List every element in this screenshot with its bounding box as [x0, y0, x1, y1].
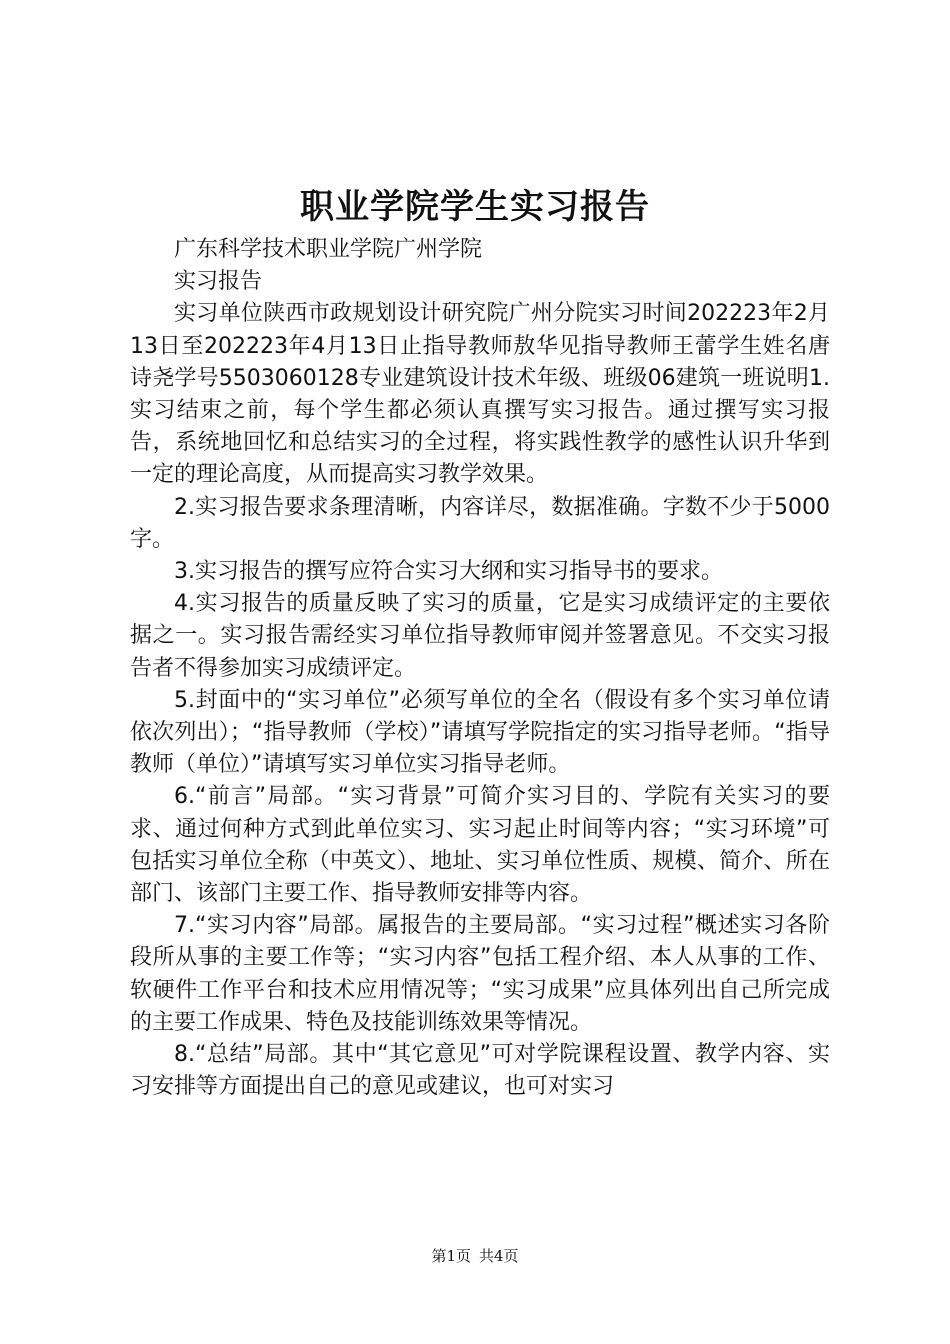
paragraph-6: 6.“前言”局部。“实习背景”可简介实习目的、学院有关实习的要求、通过何种方式到此单位实习、实习起止时间等内容；“实习环境”可包括实习单位全称（中英文）、地址、实习单位性质、规模、简介、所在部门、该部门主要工作、指导教师安排等内容。: [130, 784, 830, 907]
paragraph-8: 8.“总结”局部。其中“其它意见”可对学院课程设置、教学内容、实习安排等方面提出自己的意见或建议，也可对实习: [130, 1042, 830, 1100]
paragraph-4: 4.实习报告的质量反映了实习的质量，它是实习成绩评定的主要依据之一。实习报告需经实习单位指导教师审阅并签署意见。不交实习报告者不得参加实习成绩评定。: [130, 591, 830, 681]
paragraph-5: 5.封面中的“实习单位”必须写单位的全名（假设有多个实习单位请依次列出）；“指导教师（学校）”请填写学院指定的实习指导老师。“指导教师（单位）”请填写实习单位实习指导老师。: [130, 687, 830, 778]
paragraph-3: 3.实习报告的撰写应符合实习大纲和实习指导书的要求。: [174, 559, 723, 585]
paragraph-2: 2.实习报告要求条理清晰，内容详尽，数据准确。字数不少于5000字。: [130, 494, 830, 552]
school-line: 广东科学技术职业学院广州学院: [174, 237, 483, 262]
page-number: 第1页: [431, 1247, 471, 1265]
page-footer: [0, 1246, 950, 1266]
report-subtitle: 实习报告: [174, 269, 263, 295]
paragraph-info: 实习单位陕西市政规划设计研究院广州分院实习时间202223年2月13日至202223年4月13日止指导教师敖华见指导教师王蕾学生姓名唐诗尧学号5503060128专业建筑设计技术年级、班级06建筑一班说明1.实习结束之前，每个学生都必须认真撰写实习报告。通过撰写实习报告，系统地回忆和总结实习的全过程，将实践性教学的感性认识升华到一定的理论高度，从而提高实习教学效果。: [130, 301, 830, 488]
document-title: 职业学院学生实习报告: [300, 187, 650, 227]
page-total: 共4页: [479, 1247, 519, 1265]
document-body: [130, 234, 830, 1103]
paragraph-7: 7.“实习内容”局部。属报告的主要局部。“实习过程”概述实习各阶段所从事的主要工作等；“实习内容”包括工程介绍、本人从事的工作、软硬件工作平台和技术应用情况等；“实习成果”应具体列出自己所完成的主要工作成果、特色及技能训练效果等情况。: [130, 913, 830, 1035]
